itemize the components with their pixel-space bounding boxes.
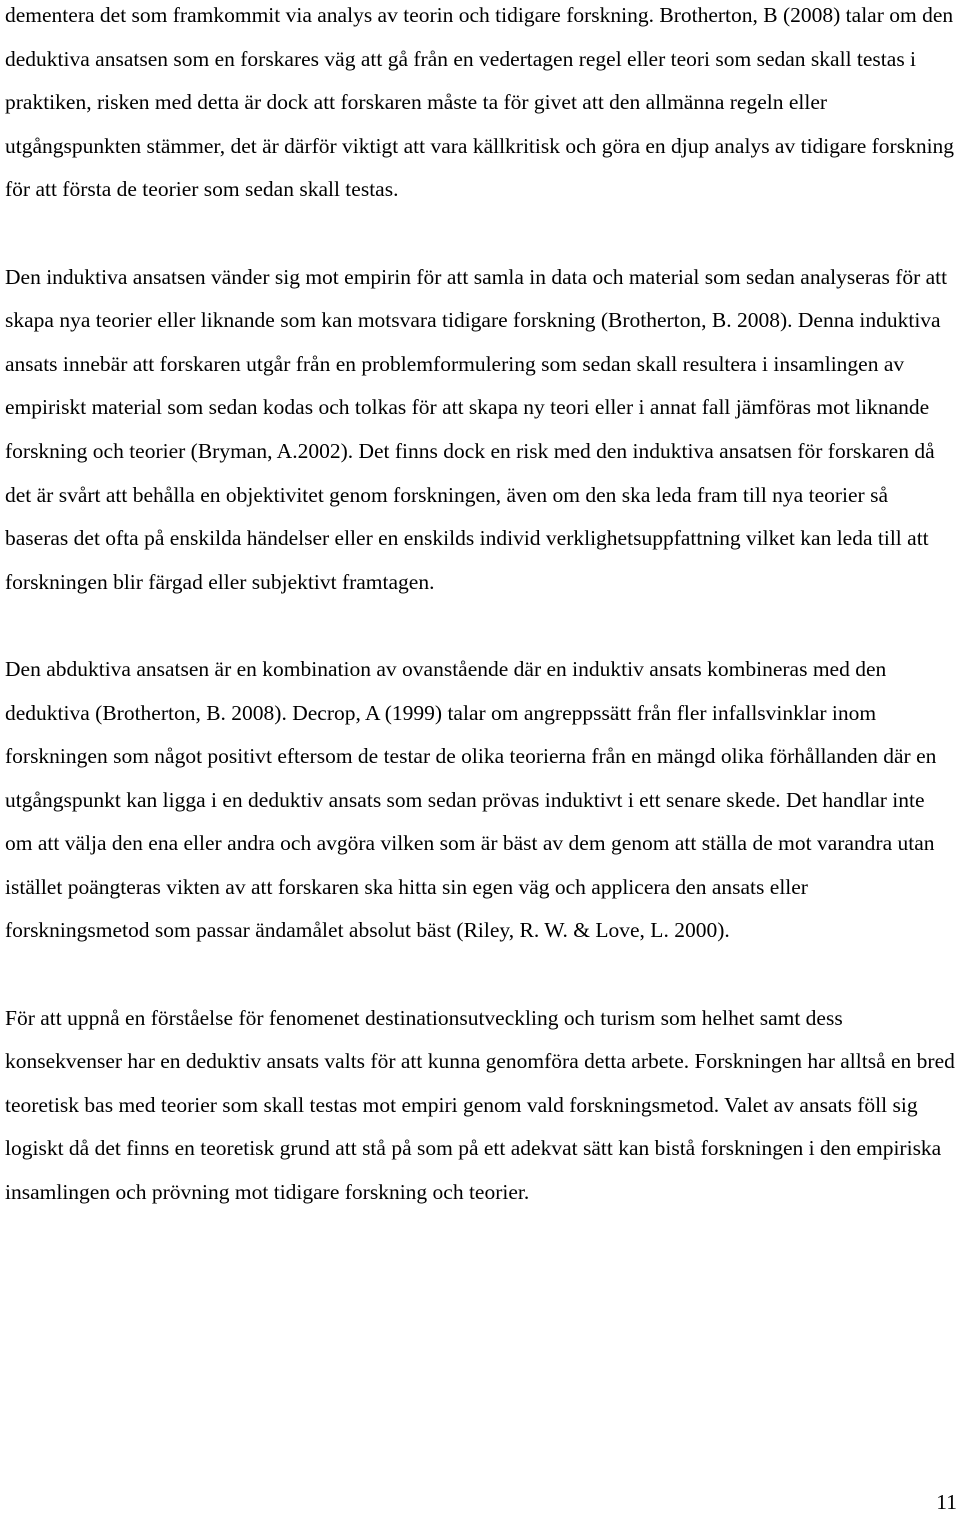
page-number: 11 — [936, 1490, 957, 1514]
document-page — [5, 0, 955, 1215]
paragraph-chosen-approach: För att uppnå en förståelse för fenomenet destinationsutveckling och turism som helhet samt dess konsekvenser har en deduktiv ansats valts för att kunna genomföra detta arbete. Forskningen har alltså en bred teoretisk bas med teorier som skall testas mot empiri genom vald forskningsmetod. Valet av ansats föll sig logiskt då det finns en teoretisk grund att stå på som på ett adekvat sätt kan bistå forskningen i den empiriska insamlingen och prövning mot tidigare forskning och teorier. — [5, 1005, 955, 1205]
paragraph-inductive-approach: Den induktiva ansatsen vänder sig mot empirin för att samla in data och material som sedan analyseras för att skapa nya teorier eller liknande som kan motsvara tidigare forskning (Brotherton, B. 2008). Denna induktiva ansats innebär att forskaren utgår från en problemformulering som sedan skall resultera i insamlingen av empiriskt material som sedan kodas och tolkas för att skapa ny teori eller i annat fall jämföras mot liknande forskning och teorier (Bryman, A.2002). Det finns dock en risk med den induktiva ansatsen för forskaren då det är svårt att behålla en objektivitet genom forskningen, även om den ska leda fram till nya teorier så baseras det ofta på enskilda händelser eller en enskilds individ verklighetsuppfattning vilket kan leda till att forskningen blir färgad eller subjektivt framtagen. — [5, 264, 948, 594]
paragraph-abductive-approach: Den abduktiva ansatsen är en kombination av ovanstående där en induktiv ansats kombineras med den deduktiva (Brotherton, B. 2008). Decrop, A (1999) talar om angreppssätt från fler infallsvinklar inom forskningen som något positivt eftersom de testar de olika teorierna från en mängd olika förhållanden där en utgångspunkt kan ligga i en deduktiv ansats som sedan prövas induktivt i ett senare skede. Det handlar inte om att välja den ena eller andra och avgöra vilken som är bäst av dem genom att ställa de mot varandra utan istället poängteras vikten av att forskaren ska hitta sin egen väg och applicera den ansats eller forskningsmetod som passar ändamålet absolut bäst (Riley, R. W. & Love, L. 2000). — [5, 656, 937, 943]
paragraph-deductive-approach: dementera det som framkommit via analys av teorin och tidigare forskning. Brotherton, B (2008) talar om den deduktiva ansatsen som en forskares väg att gå från en vedertagen regel eller teori som sedan skall testas i praktiken, risken med detta är dock att forskaren måste ta för givet att den allmänna regeln eller utgångspunkten stämmer, det är därför viktigt att vara källkritisk och göra en djup analys av tidigare forskning för att första de teorier som sedan skall testas. — [5, 3, 955, 202]
